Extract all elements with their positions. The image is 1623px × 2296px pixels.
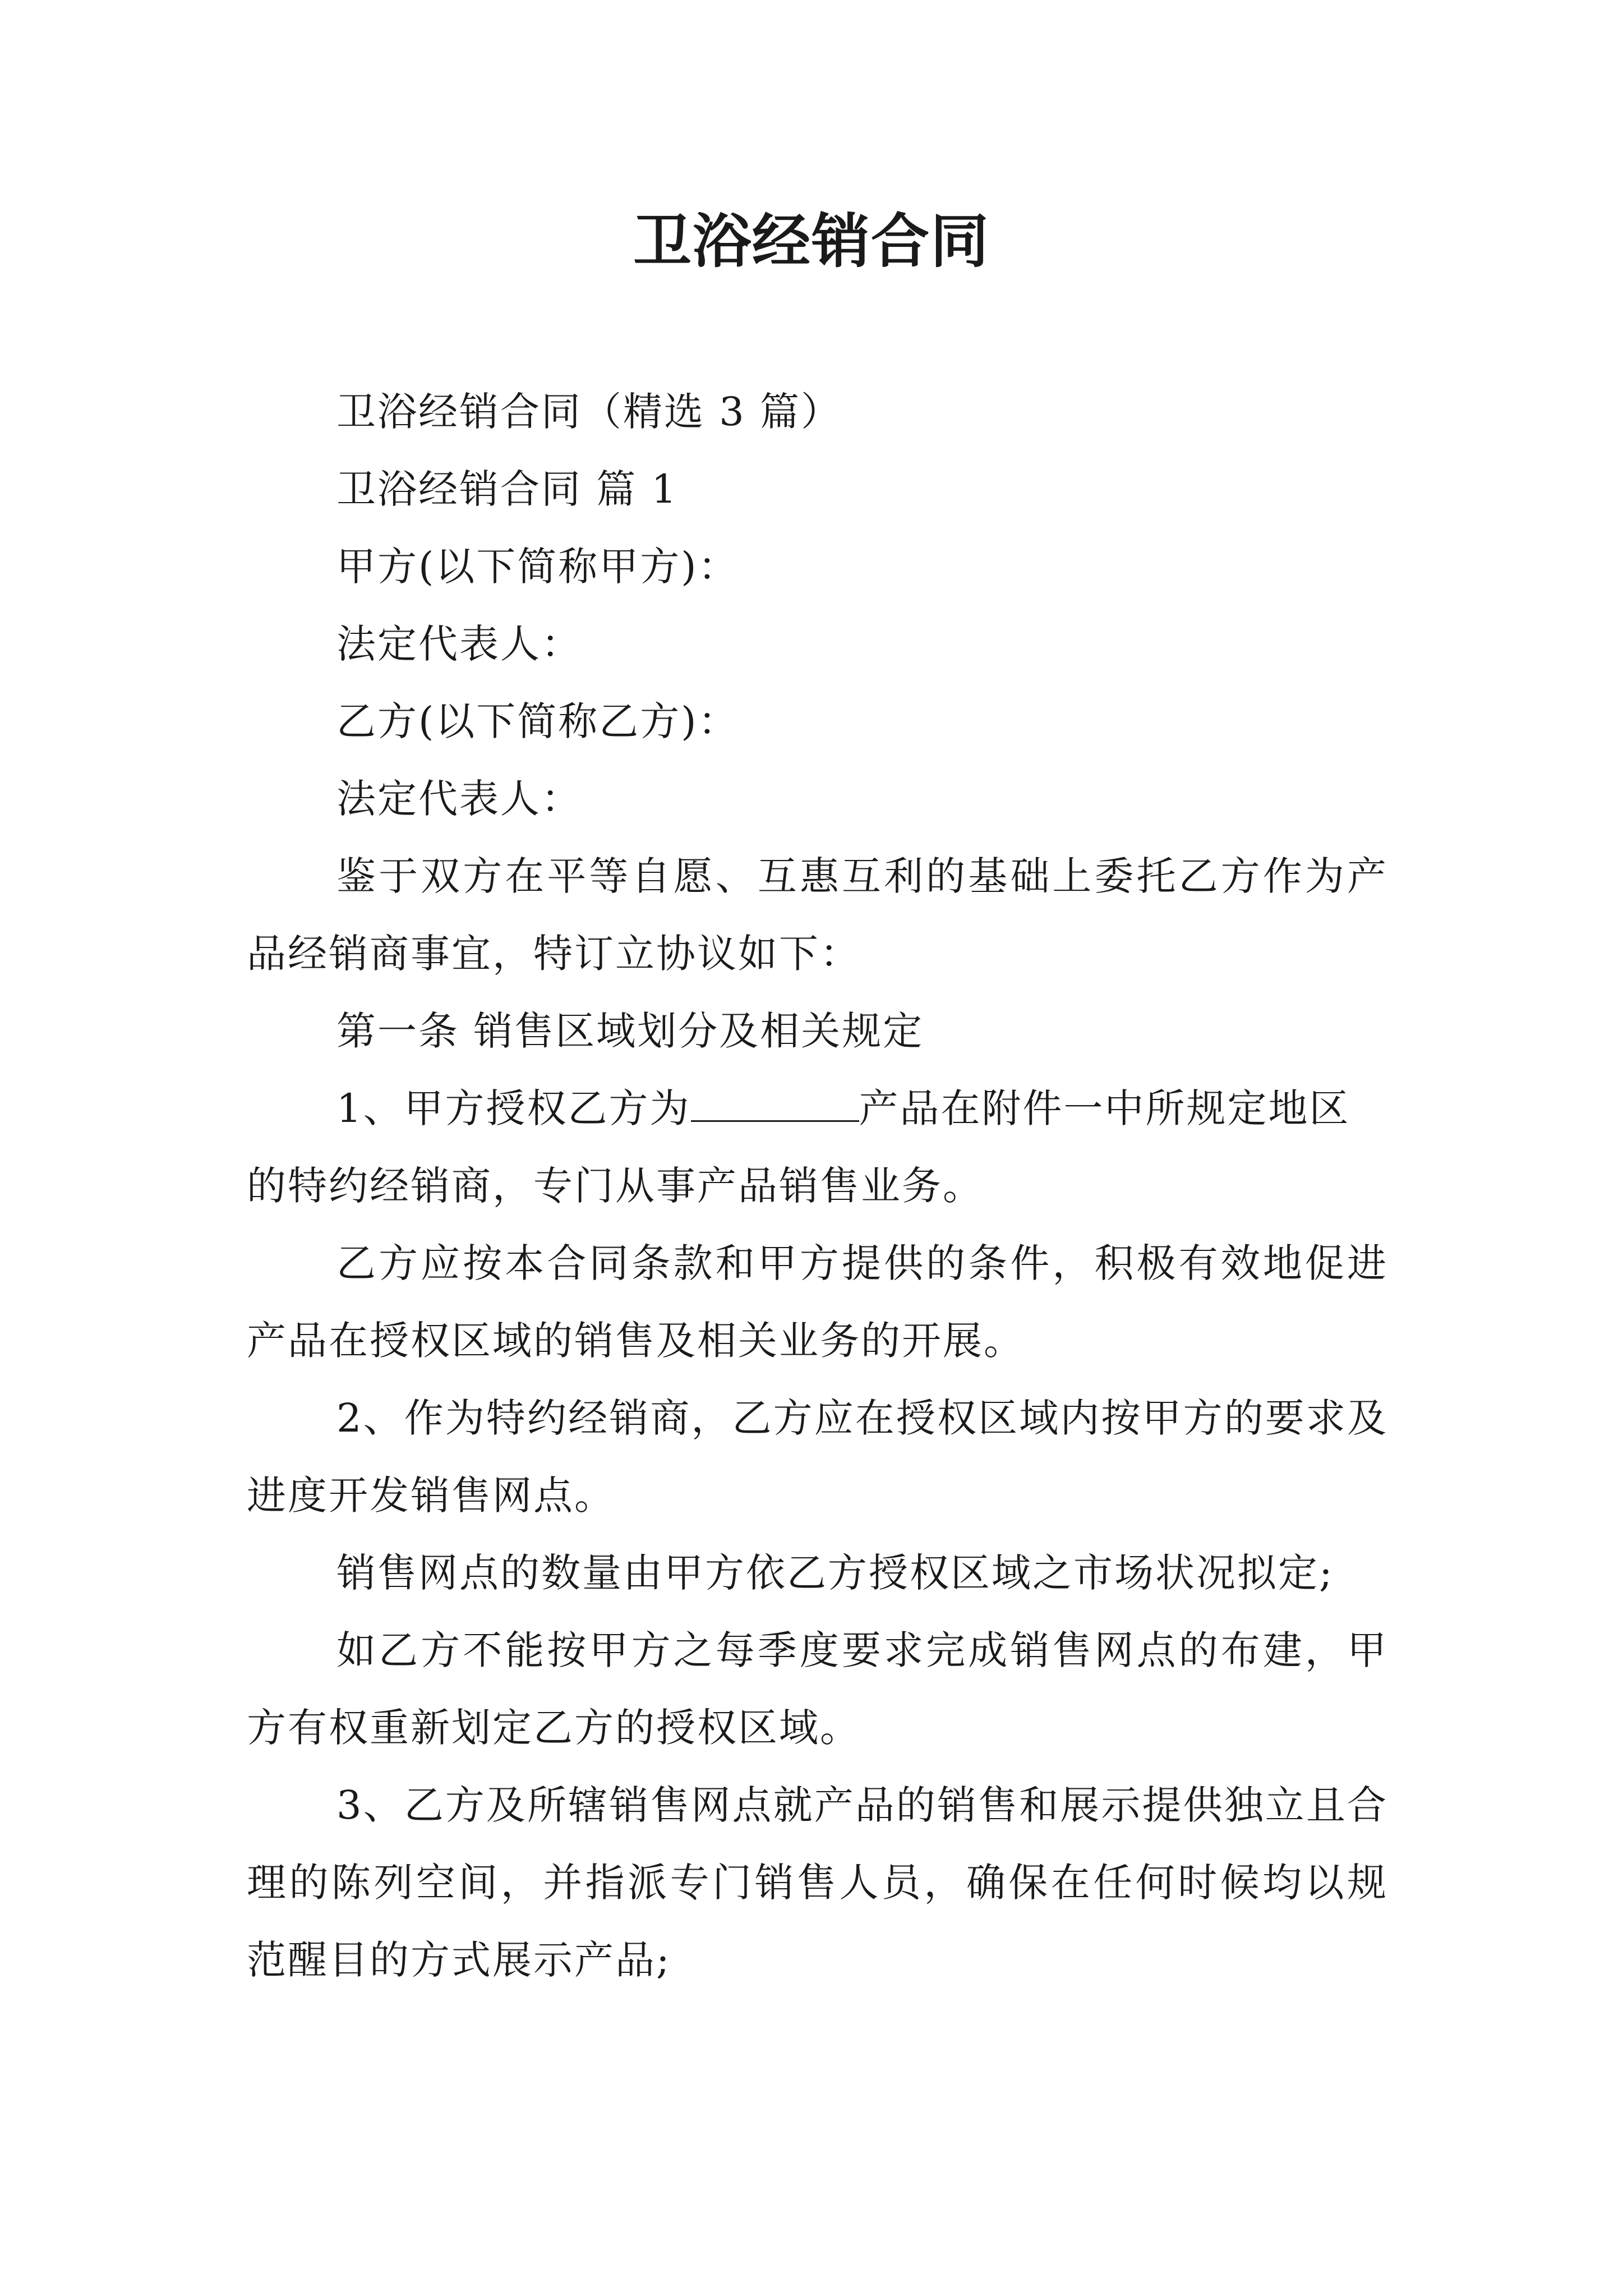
product-name-blank: [691, 1085, 859, 1122]
paragraph-party-a-rep: 法定代表人：: [336, 621, 582, 667]
paragraph-clause-3: 3、乙方及所辖销售网点就产品的销售和展示提供独立且合理的陈列空间，并指派专门销售人员，确保在任何时候均以规范醒目的方式展示产品;: [247, 1782, 1388, 1983]
paragraph-subtitle: 卫浴经销合同（精选 3 篇）: [336, 389, 842, 435]
paragraph-outlet-penalty: 如乙方不能按甲方之每季度要求完成销售网点的布建，甲方有权重新划定乙方的授权区域。: [247, 1627, 1388, 1751]
paragraph-party-a: 甲方(以下简称甲方)：: [336, 544, 739, 590]
paragraph-party-b: 乙方(以下简称乙方)：: [336, 698, 739, 744]
clause-1-suffix: 产品在附件一中所规定地区: [859, 1085, 1350, 1131]
clause-1-prefix: 1、甲方授权乙方为: [336, 1085, 691, 1131]
document-title: 卫浴经销合同: [633, 206, 990, 275]
paragraph-clause-1-obligation: 乙方应按本合同条款和甲方提供的条件，积极有效地促进产品在授权区域的销售及相关业务的开展。: [247, 1240, 1388, 1364]
paragraph-party-b-rep: 法定代表人：: [336, 776, 582, 822]
paragraph-clause-2: 2、作为特约经销商，乙方应在授权区域内按甲方的要求及进度开发销售网点。: [247, 1395, 1388, 1519]
document-body: [247, 373, 1388, 1999]
paragraph-outlet-count: 销售网点的数量由甲方依乙方授权区域之市场状况拟定;: [336, 1550, 1334, 1596]
paragraph-section-heading: 卫浴经销合同 篇 1: [336, 466, 679, 512]
paragraph-clause-1-continued: 的特约经销商，专门从事产品销售业务。: [247, 1163, 984, 1209]
paragraph-clause-1: [247, 1070, 1388, 1147]
paragraph-preamble: 鉴于双方在平等自愿、互惠互利的基础上委托乙方作为产品经销商事宜，特订立协议如下：: [247, 853, 1388, 977]
paragraph-article-1-heading: 第一条 销售区域划分及相关规定: [336, 1008, 924, 1054]
